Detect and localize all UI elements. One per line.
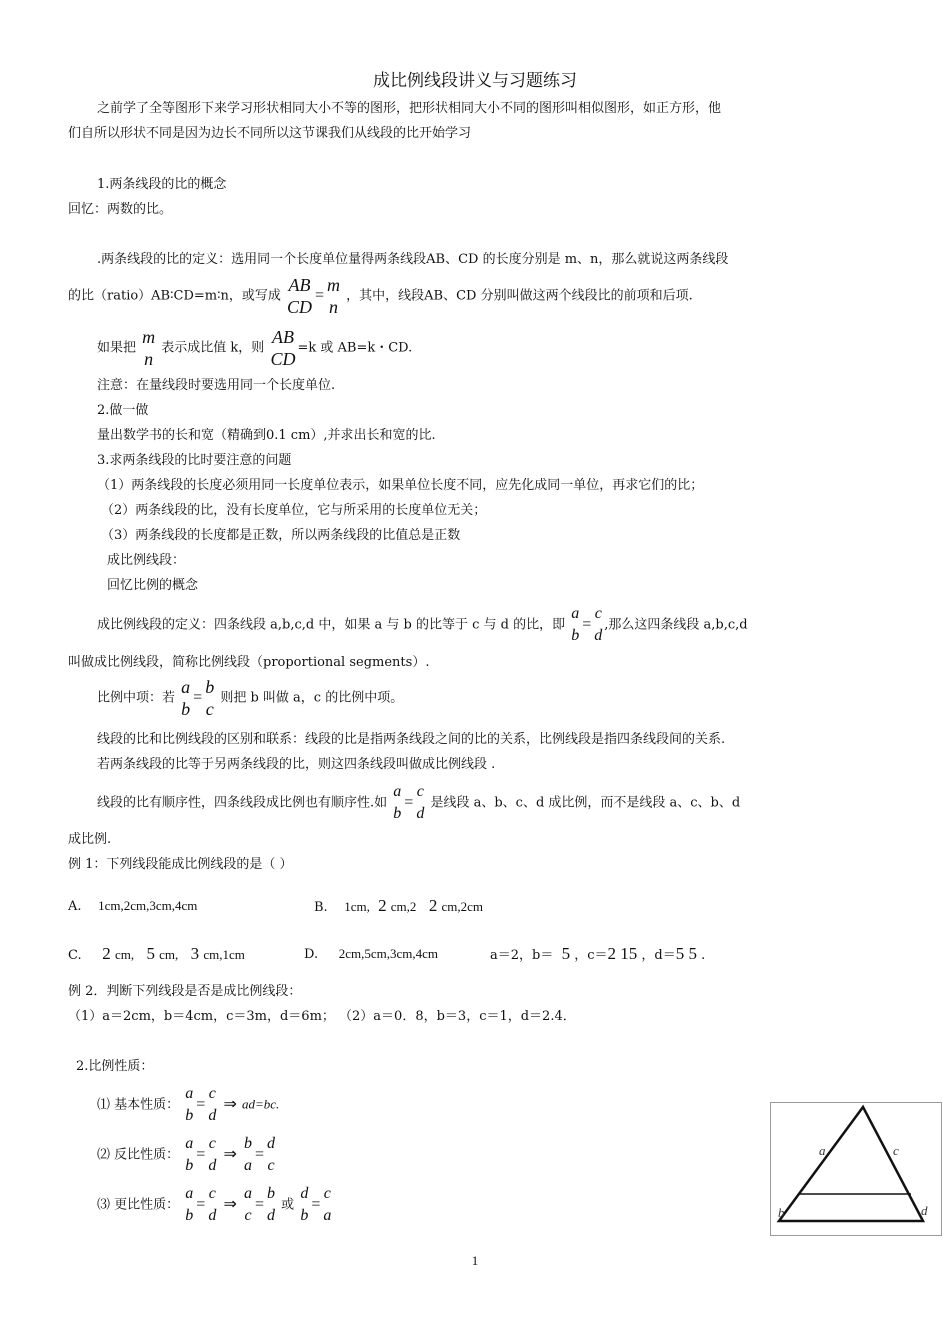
fraction-c-d: c d [594, 605, 603, 644]
example-2-question: 例 2．判断下列线段是否是成比例线段： [68, 984, 302, 999]
mean-proportional-line: 比例中项：若 a b = b c 则把 b 叫做 a，c 的比例中项。 [97, 677, 404, 719]
section-3-point-3: （3）两条线段的长度都是正数，所以两条线段的比值总是正数 [101, 528, 461, 543]
alternate-property: ⑶ 更比性质： a b = c d ⇒ a c = b d 或 d b = c a [97, 1183, 333, 1227]
fraction-a-b: a b [571, 605, 580, 644]
example-1-option-b: B. 1cm, 2 cm,2 2 cm,2cm [314, 896, 483, 915]
fraction-d-c: d c [267, 1135, 276, 1174]
fraction-c-d-4: c d [208, 1135, 217, 1174]
fraction-c-d-3: c d [208, 1085, 217, 1124]
ratio-definition-text-a: 的比（ratio）AB∶CD=m∶n，或写成 [68, 288, 281, 304]
fraction-ab-cd-2: AB CD [270, 327, 296, 369]
label-d: d [921, 1203, 928, 1218]
fraction-ab-cd: AB CD [286, 275, 312, 317]
triangle-figure-svg [771, 1103, 941, 1235]
basic-property: ⑴ 基本性质： a b = c d ⇒ ad=bc. [97, 1083, 279, 1127]
relation-line-1: 线段的比和比例线段的区别和联系：线段的比是指两条线段之间的比的关系，比例线段是指四条线段间的关系. [97, 732, 726, 747]
fraction-c-d-2: c d [416, 783, 425, 822]
fraction-a-b-2: a b [181, 677, 191, 719]
section-3-point-1: （1）两条线段的长度必须用同一长度单位表示，如果单位长度不同，应先化成同一单位，再求它们的比； [97, 478, 704, 493]
fraction-b-d: b d [267, 1185, 276, 1224]
order-line-2: 成比例. [68, 832, 112, 847]
proportional-heading: 成比例线段： [107, 553, 186, 568]
page-title: 成比例线段讲义与习题练习 [373, 71, 577, 91]
label-b: b [778, 1205, 785, 1220]
recall-ratio: 回忆：两数的比。 [68, 202, 173, 217]
fraction-d-b: d b [300, 1185, 309, 1224]
section-2-task: 量出数学书的长和宽（精确到0.1 cm）,并求出长和宽的比. [97, 428, 436, 443]
fraction-b-c: b c [205, 677, 215, 719]
fraction-a-c: a c [244, 1185, 252, 1224]
section-4-heading: 2.比例性质： [76, 1059, 154, 1074]
section-3-heading: 3.求两条线段的比时要注意的问题 [97, 453, 292, 468]
fraction-m-n-2: m n [142, 327, 156, 369]
proportional-recall: 回忆比例的概念 [107, 578, 199, 593]
fraction-m-n: m n [327, 275, 341, 317]
intro-line-1: 之前学了全等图形下来学习形状相同大小不等的图形，把形状相同大小不同的图形叫相似图形，如正方形，他 [97, 101, 722, 116]
example-1-question: 例 1：下列线段能成比例线段的是（ ） [68, 857, 293, 872]
example-1-option-d: D. 2cm,5cm,3cm,4cm [304, 946, 439, 962]
order-line-1: 线段的比有顺序性，四条线段成比例也有顺序性.如 a b = c d 是线段 a、b、c、d 成比例，而不是线段 a、c、b、d [97, 781, 740, 825]
unit-note: 注意：在量线段时要选用同一个长度单位. [97, 378, 336, 393]
ratio-value-line: 如果把 m n 表示成比值 k，则 AB CD =k 或 AB=k・CD. [97, 327, 413, 369]
fraction-a-b-3: a b [393, 783, 402, 822]
fraction-c-a: c a [323, 1185, 332, 1224]
proportional-definition-line-2: 叫做成比例线段，简称比例线段（proportional segments）. [68, 655, 430, 670]
ratio-definition-line-2: 的比（ratio）AB∶CD=m∶n，或写成 AB CD = m n ，其中，线段AB、CD 分别叫做这两个线段比的前项和后项. [68, 275, 693, 317]
triangle-outline [779, 1107, 923, 1221]
example-1-option-a: A. 1cm,2cm,3cm,4cm [68, 898, 198, 914]
fraction-a-b-5: a b [185, 1135, 194, 1174]
label-a: a [819, 1143, 826, 1158]
fraction-a-b-6: a b [185, 1185, 194, 1224]
example-2-items: （1）a＝2cm，b＝4cm，c＝3m，d＝6m； （2）a＝0．8，b＝3，c＝1，d＝2.4． [68, 1009, 576, 1024]
triangle-figure [770, 1102, 942, 1236]
label-c: c [893, 1143, 899, 1158]
section-1-heading: 1.两条线段的比的概念 [97, 177, 227, 192]
inverse-property: ⑵ 反比性质： a b = c d ⇒ b a = d c [97, 1133, 277, 1177]
fraction-c-d-5: c d [208, 1185, 217, 1224]
implies-symbol: ⇒ [223, 1196, 237, 1213]
example-1-extra-values: a＝2，b＝ 5 ，c＝2 15 ，d＝5 5 . [490, 944, 706, 963]
intro-line-2: 们自所以形状不同是因为边长不同所以这节课我们从线段的比开始学习 [68, 126, 472, 141]
implies-symbol: ⇒ [223, 1096, 237, 1113]
section-2-heading: 2.做一做 [97, 403, 149, 418]
section-3-point-2: （2）两条线段的比，没有长度单位，它与所采用的长度单位无关； [101, 503, 487, 518]
fraction-a-b-4: a b [185, 1085, 194, 1124]
fraction-b-a: b a [244, 1135, 252, 1174]
ratio-definition-text-b: ，其中，线段AB、CD 分别叫做这两个线段比的前项和后项. [346, 288, 693, 304]
relation-line-2: 若两条线段的比等于另两条线段的比，则这四条线段叫做成比例线段 . [97, 757, 496, 772]
page-number: 1 [471, 1253, 479, 1268]
example-1-option-c: C. 2 cm, 5 cm, 3 cm,1cm [68, 944, 245, 963]
implies-symbol: ⇒ [223, 1146, 237, 1163]
proportional-definition-line-1: 成比例线段的定义：四条线段 a,b,c,d 中，如果 a 与 b 的比等于 c 与 d 的比，即 a b = c d ,那么这四条线段 a,b,c,d [97, 603, 748, 647]
ratio-definition-line-1: .两条线段的比的定义：选用同一个长度单位量得两条线段AB、CD 的长度分别是 m、n，那么就说这两条线段 [97, 252, 729, 267]
